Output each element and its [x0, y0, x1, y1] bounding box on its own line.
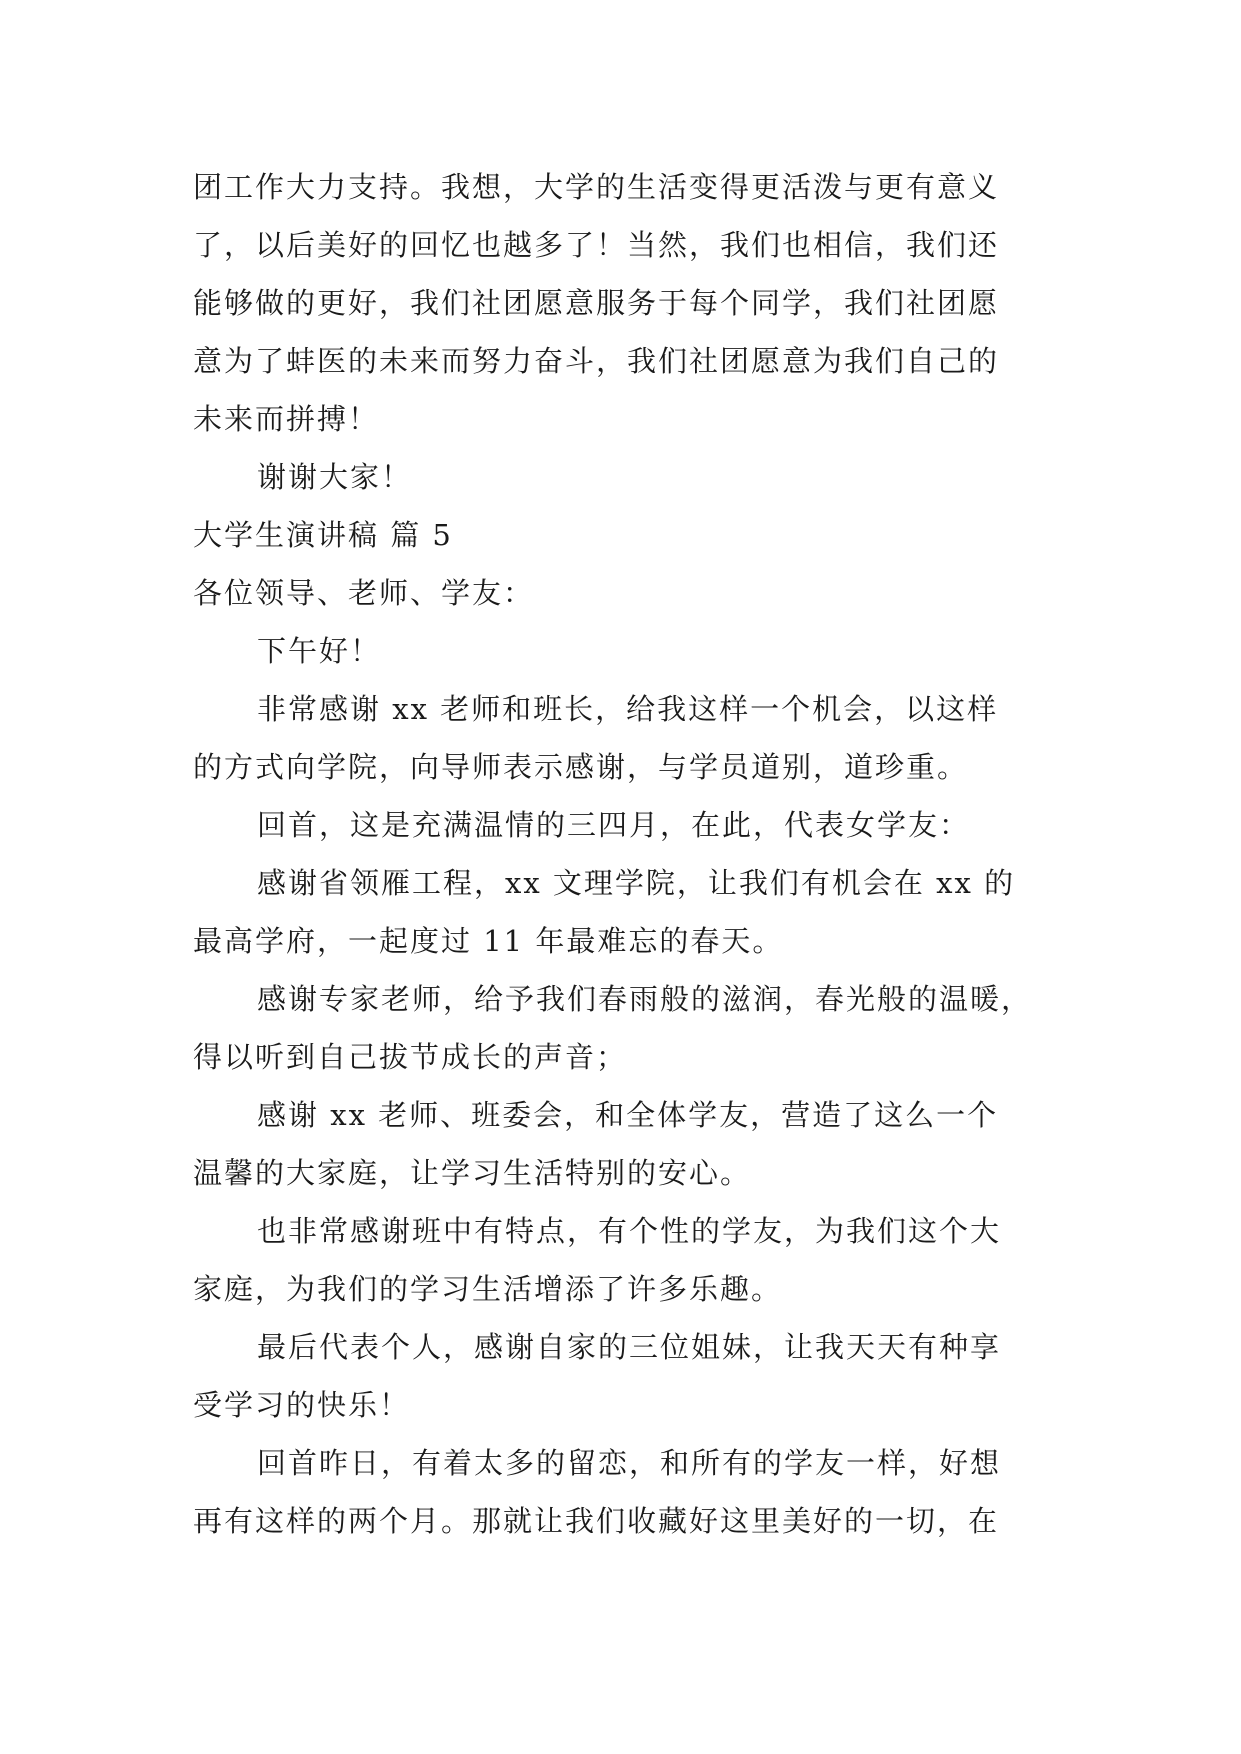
text-line: 了，以后美好的回忆也越多了！当然，我们也相信，我们还 [193, 228, 1000, 262]
text-line: 温馨的大家庭，让学习生活特别的安心。 [193, 1156, 752, 1190]
text-line: 家庭，为我们的学习生活增添了许多乐趣。 [193, 1272, 783, 1306]
text-line: 谢谢大家！ [257, 460, 413, 494]
text-line: 感谢省领雁工程，xx 文理学院，让我们有机会在 xx 的 [257, 866, 1016, 900]
text-line: 感谢专家老师，给予我们春雨般的滋润，春光般的温暖， [257, 982, 1033, 1016]
text-line: 团工作大力支持。我想，大学的生活变得更活泼与更有意义 [193, 170, 1000, 204]
text-line: 回首，这是充满温情的三四月，在此，代表女学友： [257, 808, 971, 842]
salutation: 各位领导、老师、学友： [193, 576, 535, 610]
text-line: 最高学府，一起度过 11 年最难忘的春天。 [193, 924, 784, 958]
text-line: 意为了蚌医的未来而努力奋斗，我们社团愿意为我们自己的 [193, 344, 1000, 378]
text-line: 未来而拼搏！ [193, 402, 380, 436]
text-line: 下午好！ [257, 634, 382, 668]
text-line: 非常感谢 xx 老师和班长，给我这样一个机会，以这样 [257, 692, 999, 726]
text-line: 最后代表个人，感谢自家的三位姐妹，让我天天有种享 [257, 1330, 1002, 1364]
text-line: 回首昨日，有着太多的留恋，和所有的学友一样，好想 [257, 1446, 1002, 1480]
text-line: 再有这样的两个月。那就让我们收藏好这里美好的一切，在 [193, 1504, 1000, 1538]
section-heading: 大学生演讲稿 篇 5 [193, 518, 453, 552]
text-line: 受学习的快乐！ [193, 1388, 411, 1422]
text-line: 感谢 xx 老师、班委会，和全体学友，营造了这么一个 [257, 1098, 999, 1132]
document-body [193, 158, 1053, 1550]
text-line: 的方式向学院，向导师表示感谢，与学员道别，道珍重。 [193, 750, 969, 784]
text-line: 得以听到自己拔节成长的声音； [193, 1040, 628, 1074]
text-line: 能够做的更好，我们社团愿意服务于每个同学，我们社团愿 [193, 286, 1000, 320]
text-line: 也非常感谢班中有特点，有个性的学友，为我们这个大 [257, 1214, 1002, 1248]
